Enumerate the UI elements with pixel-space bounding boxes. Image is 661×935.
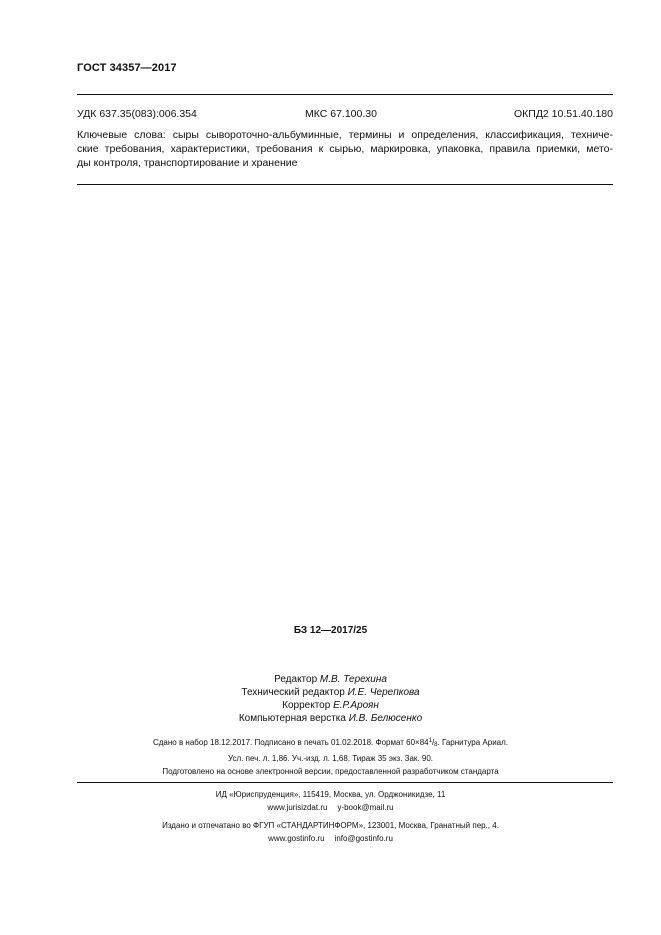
editorial-staff [0,673,661,725]
printer-contacts [0,833,661,846]
print-info-line: Сдано в набор 18.12.2017. Подписано в печать 01.02.2018. Формат $60\times 84^1/_8$. Гарнитура Ариал. [152,738,509,748]
staff-role: Технический редактор [241,687,345,698]
bz-number: БЗ 12—2017/25 [293,625,368,636]
okpd-code: ОКПД2 10.51.40.180 [513,108,613,120]
staff-name: Е.Р.Ароян [333,700,379,711]
imprint-divider [77,782,613,783]
publisher-address: ИД «Юриспруденция», 115419, Москва, ул. Орджоникидзе, 11 [215,790,446,799]
staff-name: М.В. Терехина [319,674,387,685]
format-numerator: 1 [428,738,432,744]
mks-code: МКС 67.100.30 [305,108,377,120]
print-info [0,735,661,778]
format-denominator: 8 [434,742,438,748]
document-number: ГОСТ 34357—2017 [77,62,177,74]
print-volume: Усл. печ. л. 1,86. Уч.-изд. л. 1,68. Тираж 35 экз. Зак. 90. [228,754,433,763]
publisher-email-link[interactable]: y-book@mail.ru [337,802,394,812]
staff-role: Компьютерная верстка [238,713,346,724]
print-source-note: Подготовлено на основе электронной версии, предоставленной разработчиком стандарта [162,767,499,776]
printer-site-link[interactable]: www.gostinfo.ru [268,833,325,843]
staff-role: Редактор [274,674,318,685]
udk-code: УДК 637.35(083):006.354 [77,108,197,120]
staff-role: Корректор [282,700,331,711]
header-divider [77,94,613,95]
printer-address: Издано и отпечатано во ФГУП «СТАНДАРТИНФОРМ», 123001, Москва, Гранатный пер., 4. [162,821,499,830]
staff-row [0,699,661,712]
typeface-info: . Гарнитура Ариал. [437,738,509,747]
staff-row [0,686,661,699]
staff-row [0,673,661,686]
staff-name: И.Е. Черепкова [347,687,420,698]
staff-name: И.В. Белюсенко [348,713,423,724]
publisher-contacts [0,802,661,815]
keywords-line: ские требования, характеристики, требования к сырью, маркировка, упаковка, правила приемки, мето- [77,143,613,155]
staff-row [0,712,661,725]
keywords-divider [77,184,613,185]
keywords-paragraph [77,128,613,170]
printer-info [0,820,661,845]
publisher-info [0,789,661,814]
publisher-site-link[interactable]: www.jurisizdat.ru [267,802,328,812]
keywords-line: ды контроля, транспортирование и хранение [77,157,298,169]
print-dates: Сдано в набор 18.12.2017. Подписано в печать 01.02.2018. Формат 60×84 [152,738,429,747]
keywords-line: Ключевые слова: сыры сывороточно-альбуминные, термины и определения, классификация, техниче- [77,129,613,141]
printer-email-link[interactable]: info@gostinfo.ru [334,833,393,843]
